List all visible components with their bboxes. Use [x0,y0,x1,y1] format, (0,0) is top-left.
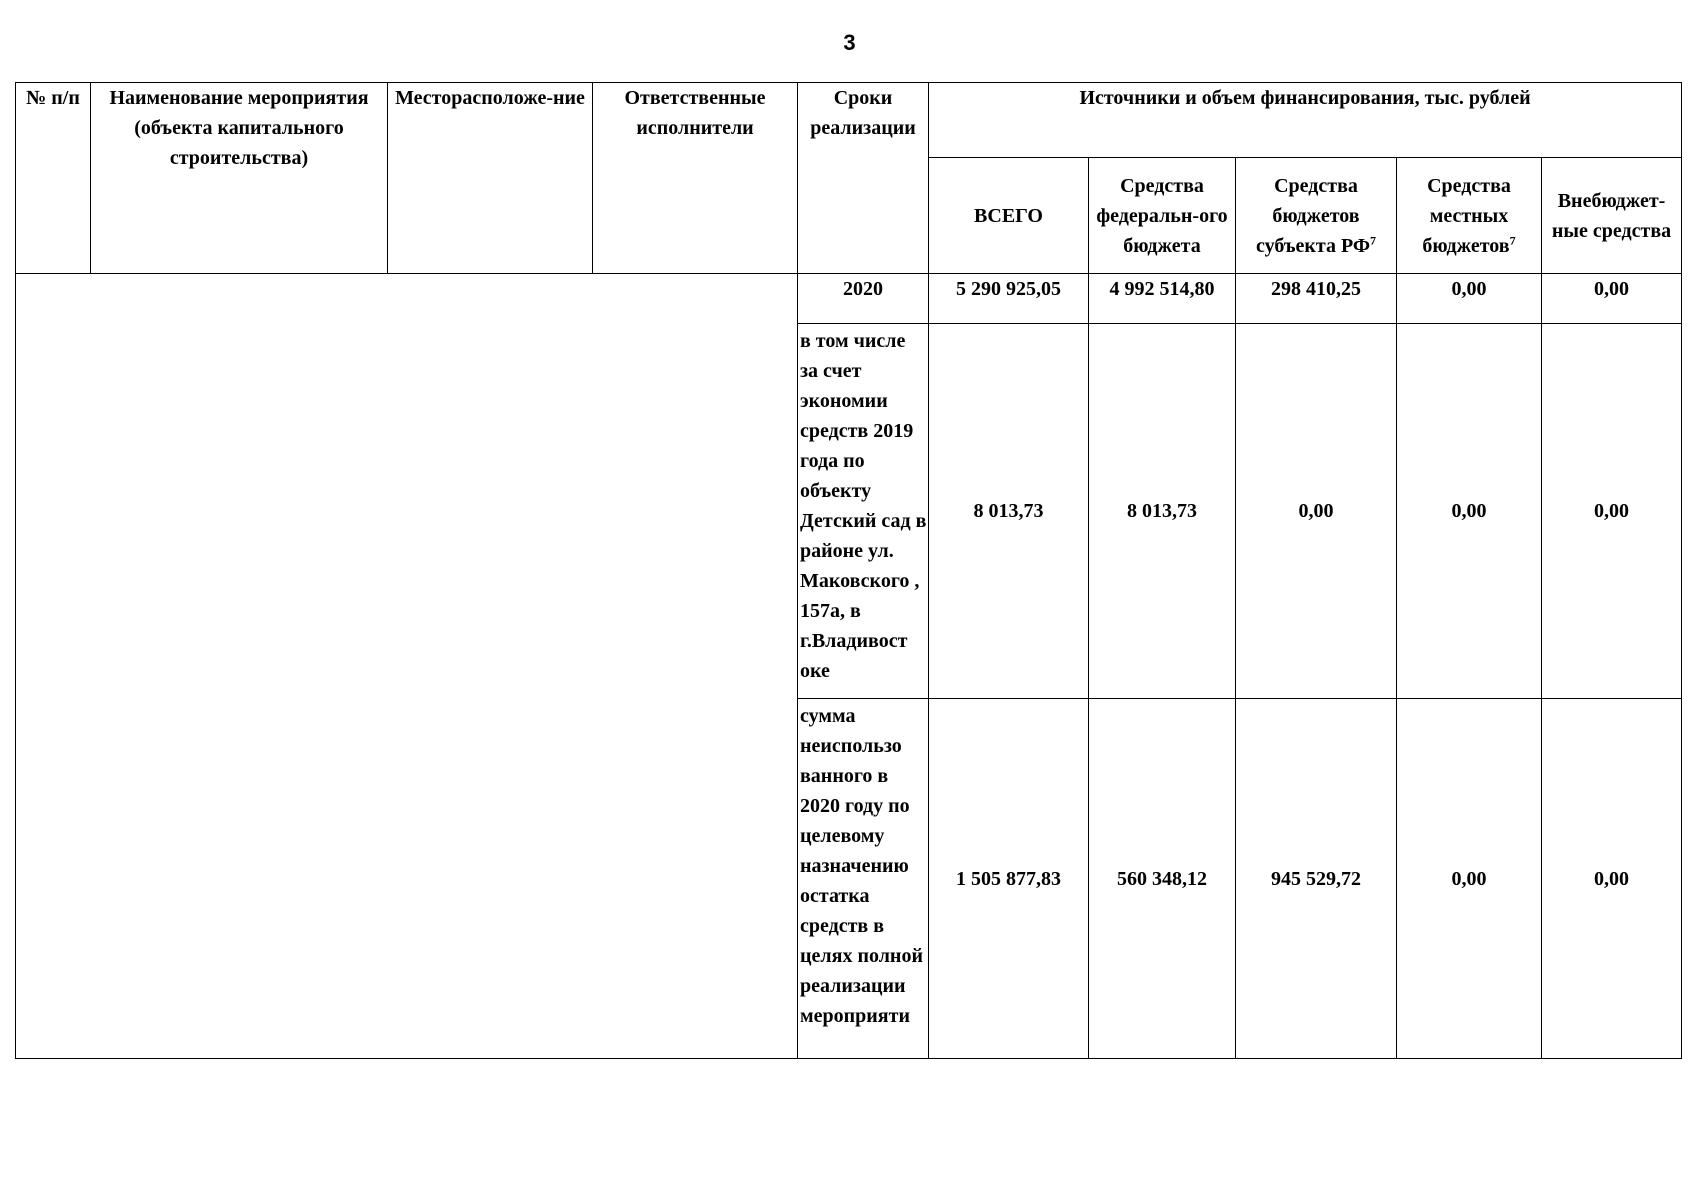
header-regional-label: Средства бюджетов субъекта РФ [1255,174,1371,257]
table-row [16,274,1682,324]
header-total: ВСЕГО [929,158,1089,274]
cell-local: 0,00 [1397,274,1542,324]
header-local [1397,158,1542,274]
cell-federal: 4 992 514,80 [1089,274,1236,324]
header-terms: Сроки реализации [798,83,929,274]
header-name: Наименование мероприятия (объекта капитального строительства) [91,83,388,274]
page-number: 3 [843,30,856,55]
cell-total: 5 290 925,05 [929,274,1089,324]
cell-term: 2020 [798,274,929,324]
cell-term [798,699,929,1059]
cell-term [798,324,929,699]
cell-offbudget: 0,00 [1542,699,1682,1059]
cell-regional: 0,00 [1236,324,1397,699]
cell-local: 0,00 [1397,699,1542,1059]
header-federal: Средства федеральн-ого бюджета [1089,158,1236,274]
cell-term-text: в том числе за счет экономии средств 2019 года по объекту Детский сад в районе ул. Маковского , 157а, в г.Владивост оке [800,330,927,682]
header-local-label: Средства местных бюджетов [1422,174,1511,257]
cell-regional: 298 410,25 [1236,274,1397,324]
header-executors: Ответственные исполнители [593,83,798,274]
cell-offbudget: 0,00 [1542,274,1682,324]
header-regional [1236,158,1397,274]
header-sources: Источники и объем финансирования, тыс. рублей [929,83,1682,158]
cell-federal: 560 348,12 [1089,699,1236,1059]
cell-offbudget: 0,00 [1542,324,1682,699]
header-offbudget: Внебюджет-ные средства [1542,158,1682,274]
footnote-mark: 7 [1370,232,1377,247]
cell-total: 8 013,73 [929,324,1089,699]
cell-federal: 8 013,73 [1089,324,1236,699]
cell-local: 0,00 [1397,324,1542,699]
cell-term-text: сумма неиспользо ванного в 2020 году по целевому назначению остатка средств в целях полной реализации мероприяти [800,705,923,1027]
footnote-mark: 7 [1509,232,1516,247]
header-location: Месторасположе-ние [388,83,593,274]
header-num: № п/п [16,83,91,274]
cell-total: 1 505 877,83 [929,699,1089,1059]
empty-merged-cell [16,274,798,1059]
financing-table [15,82,1682,1059]
cell-regional: 945 529,72 [1236,699,1397,1059]
